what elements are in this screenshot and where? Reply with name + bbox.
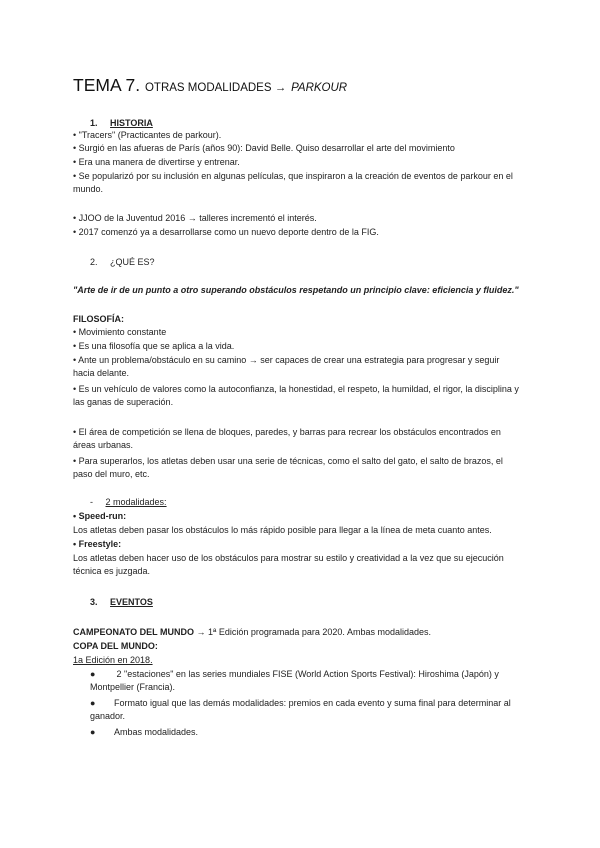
dash-marker: - xyxy=(90,497,93,507)
section-heading-que-es xyxy=(90,256,155,269)
list-item: • Era una manera de divertirse y entrenar. xyxy=(73,157,240,167)
bullet-icon: ● xyxy=(90,727,96,737)
title-sub: OTRAS MODALIDADES → xyxy=(144,82,287,94)
list-item xyxy=(90,726,198,739)
section-number: 3. xyxy=(90,597,98,607)
list-item: • Para superarlos, los atletas deben usar una serie de técnicas, como el salto del gato, el salto de brazos, el paso del muro, etc. xyxy=(73,456,503,479)
definition-quote: "Arte de ir de un punto a otro superando obstáculos respetando un principio clave: eficiencia y fluidez." xyxy=(73,285,519,295)
section-title: EVENTOS xyxy=(110,597,153,607)
list-item-text: Ambas modalidades. xyxy=(114,727,199,737)
page-title xyxy=(73,75,347,98)
list-item-text: Formato igual que las demás modalidades: premios en cada evento y suma final para determinar al ganador. xyxy=(90,698,511,721)
section-title: ¿QUÉ ES? xyxy=(110,257,155,267)
list-item: • Surgió en las afueras de París (años 90): David Belle. Quiso desarrollar el arte del movimiento xyxy=(73,143,455,153)
list-item xyxy=(90,697,523,723)
list-item: • El área de competición se llena de bloques, paredes, y barras para recrear los obstáculos encontrados en áreas urbanas. xyxy=(73,427,501,450)
list-item: • Es un vehículo de valores como la autoconfianza, la honestidad, el respeto, la humildad, el rigor, la disciplina y las ganas de superación. xyxy=(73,384,519,407)
speed-run-title: • Speed-run: xyxy=(73,511,127,521)
section-title: HISTORIA xyxy=(110,118,153,128)
list-item: • JJOO de la Juventud 2016 → talleres incrementó el interés. xyxy=(73,213,317,223)
freestyle-text: Los atletas deben hacer uso de los obstáculos para mostrar su estilo y creatividad a la vez que su ejecución técnica es juzgada. xyxy=(73,553,504,576)
modalities-text: 2 modalidades: xyxy=(105,497,167,507)
philosophy-title: FILOSOFÍA: xyxy=(73,314,124,324)
list-item: • 2017 comenzó ya a desarrollarse como un nuevo deporte dentro de la FIG. xyxy=(73,227,379,237)
modalities-label xyxy=(90,496,167,509)
title-main: TEMA 7. xyxy=(73,75,141,95)
section-number: 1. xyxy=(90,118,98,128)
section-number: 2. xyxy=(90,257,98,267)
championship-text: → 1ª Edición programada para 2020. Ambas modalidades. xyxy=(194,627,431,637)
list-item: • "Tracers" (Practicantes de parkour). xyxy=(73,130,222,140)
championship-line xyxy=(73,626,431,639)
list-item: • Ante un problema/obstáculo en su camino → ser capaces de crear una estrategia para progresar y seguir hacia delante. xyxy=(73,355,500,378)
bullet-icon: ● xyxy=(90,698,96,708)
list-item-text: 2 "estaciones" en las series mundiales FISE (World Action Sports Festival): Hiroshima (Japón) y Montpellier (Francia). xyxy=(90,669,499,692)
bullet-icon: ● xyxy=(90,669,96,679)
list-item: • Movimiento constante xyxy=(73,327,167,337)
edition-line: 1a Edición en 2018. xyxy=(73,655,153,665)
title-italic: PARKOUR xyxy=(291,82,348,94)
speed-run-text: Los atletas deben pasar los obstáculos lo más rápido posible para llegar a la línea de meta cuanto antes. xyxy=(73,525,492,535)
list-item xyxy=(90,668,523,694)
list-item: • Es una filosofía que se aplica a la vida. xyxy=(73,341,235,351)
list-item: • Se popularizó por su inclusión en algunas películas, que inspiraron a la creación de eventos de parkour en el mundo. xyxy=(73,171,513,194)
section-heading-eventos xyxy=(90,596,153,609)
freestyle-title: • Freestyle: xyxy=(73,539,122,549)
cup-title: COPA DEL MUNDO: xyxy=(73,641,158,651)
championship-label: CAMPEONATO DEL MUNDO xyxy=(73,627,195,637)
